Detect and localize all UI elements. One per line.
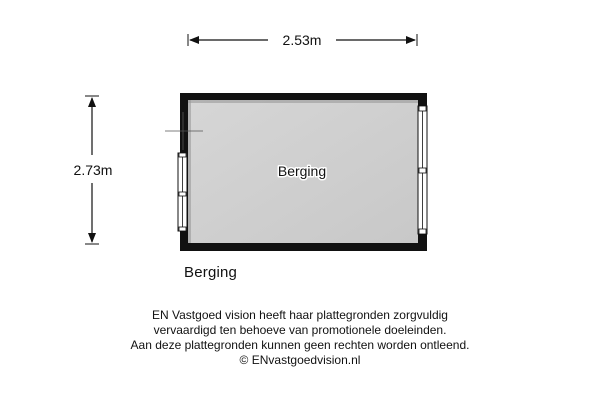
room-label: Berging xyxy=(277,163,327,179)
plan-caption: Berging xyxy=(184,264,238,281)
disclaimer-line: EN Vastgoed vision heeft haar plattegronden zorgvuldig xyxy=(152,308,448,322)
height-label: 2.73m xyxy=(73,162,113,178)
left-window xyxy=(178,153,187,231)
height-dimension xyxy=(74,96,113,244)
disclaimer-line: Aan deze plattegronden kunnen geen rechten worden ontleend. xyxy=(130,338,470,352)
disclaimer-line: vervaardigd ten behoeve van promotionele doeleinden. xyxy=(153,323,447,337)
width-label: 2.53m xyxy=(282,32,322,48)
width-dimension xyxy=(188,32,417,48)
disclaimer xyxy=(0,308,600,368)
copyright-line: © ENvastgoedvision.nl xyxy=(239,353,361,367)
right-window xyxy=(418,106,427,234)
